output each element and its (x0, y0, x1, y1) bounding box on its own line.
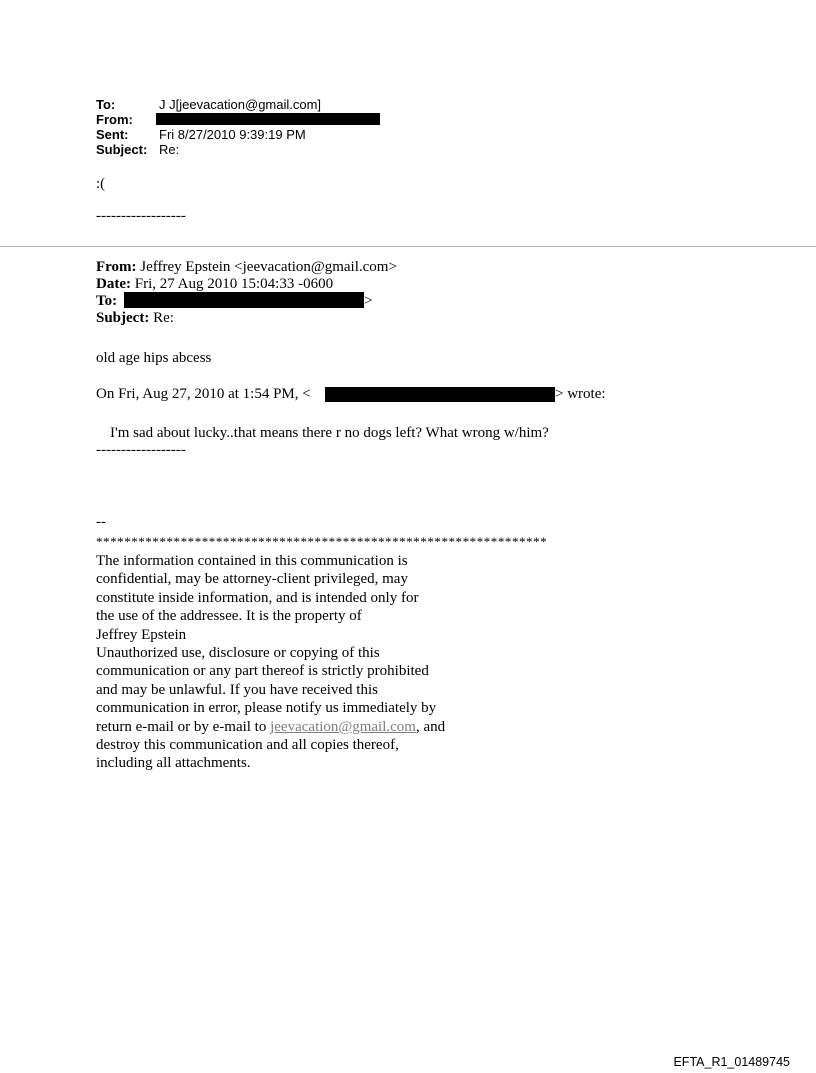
disclaimer-text: return e-mail or by e-mail to (96, 718, 271, 735)
to-value: J J[jeevacation@gmail.com] (159, 97, 322, 112)
quoted-from-value: Jeffrey Epstein <jeevacation@gmail.com> (136, 259, 397, 275)
attribution-prefix: On Fri, Aug 27, 2010 at 1:54 PM, < (96, 386, 311, 402)
attribution-suffix: > wrote: (555, 386, 606, 402)
section-divider (0, 246, 816, 247)
quoted-date-value: Fri, 27 Aug 2010 15:04:33 -0600 (130, 276, 334, 292)
signature-dashes: -- (96, 514, 106, 530)
disclaimer-line: including all attachments. (96, 755, 251, 772)
disclaimer-line (96, 718, 445, 736)
disclaimer-line: The information contained in this communication is (96, 553, 408, 569)
disclaimer-line: communication or any part thereof is strictly prohibited (96, 663, 429, 680)
disclaimer-line: Jeffrey Epstein (96, 626, 187, 643)
redaction-bar (156, 113, 380, 125)
quoted-text: I'm sad about lucky..that means there r no dogs left? What wrong w/him? (110, 425, 549, 441)
quoted-subject-label: Subject: (96, 310, 150, 326)
quoted-to-suffix: > (364, 293, 373, 309)
to-label: To: (96, 97, 116, 112)
disclaimer-line: and may be unlawful. If you have received this (96, 681, 378, 698)
quoted-subject (96, 310, 174, 327)
disclaimer-text: , and (415, 718, 446, 735)
separator-line: ------------------ (96, 208, 186, 224)
subject-label: Subject: (96, 142, 148, 157)
quoted-from (96, 259, 397, 276)
quoted-subject-value: Re: (149, 310, 174, 326)
disclaimer-line: constitute inside information, and is intended only for (96, 589, 419, 606)
from-label: From: (96, 112, 133, 127)
sent-label: Sent: (96, 127, 129, 142)
signature-stars: **************************************************************** (96, 534, 548, 549)
disclaimer-line: Unauthorized use, disclosure or copying of this (96, 645, 380, 662)
quoted-to-label: To: (96, 293, 118, 309)
quoted-to (96, 293, 117, 310)
disclaimer-line: confidential, may be attorney-client privileged, may (96, 571, 408, 588)
sent-value: Fri 8/27/2010 9:39:19 PM (159, 127, 306, 142)
redaction-bar (325, 387, 555, 402)
quoted-date-label: Date: (96, 276, 131, 292)
quoted-date (96, 276, 333, 293)
quoted-separator: ------------------ (96, 442, 186, 458)
disclaimer-line: communication in error, please notify us immediately by (96, 700, 437, 717)
document-id: EFTA_R1_01489745 (673, 1055, 790, 1069)
subject-value: Re: (159, 142, 180, 157)
email-link[interactable]: jeevacation@gmail.com (270, 718, 416, 735)
disclaimer-line: destroy this communication and all copies thereof, (96, 737, 399, 754)
quoted-body: old age hips abcess (96, 350, 212, 366)
quoted-from-label: From: (96, 259, 137, 275)
redaction-bar (124, 292, 364, 308)
reply-body: :( (96, 176, 106, 192)
disclaimer (96, 552, 445, 773)
disclaimer-line: the use of the addressee. It is the property of (96, 608, 362, 625)
